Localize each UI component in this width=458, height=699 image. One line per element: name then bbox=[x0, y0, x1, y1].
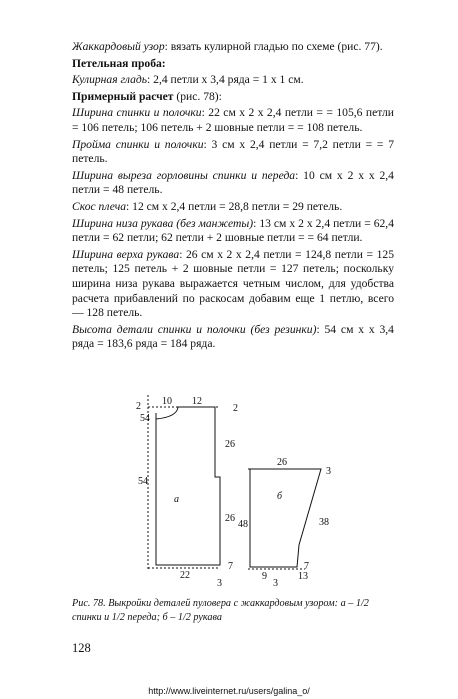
body-height: 54 bbox=[138, 476, 148, 487]
sleeve-height: 48 bbox=[238, 519, 248, 530]
main-text bbox=[72, 40, 394, 354]
sleeve-top-3: 3 bbox=[326, 466, 331, 477]
page-number: 128 bbox=[72, 641, 91, 655]
text: : 3 см х 2,4 петли = 7,2 петли = = 7 петель. bbox=[72, 137, 394, 166]
sleeve-piece-label: б bbox=[277, 491, 283, 502]
text: : вязать кулирной гладью по схеме (рис. 77). bbox=[164, 40, 383, 53]
text: : 2,4 петли х 3,4 ряда = 1 х 1 см. bbox=[147, 73, 304, 87]
paragraph-jacquard bbox=[72, 40, 394, 55]
sleeve-bottom-3: 3 bbox=[273, 578, 278, 589]
body-bottom-7: 7 bbox=[228, 561, 233, 572]
term: Ширина спинки и полочки bbox=[72, 106, 202, 120]
pattern-diagram bbox=[120, 395, 350, 590]
body-neck-depth: 54 bbox=[140, 413, 150, 424]
text: : 12 см х 2,4 петли = 28,8 петли = 29 петель. bbox=[126, 199, 343, 213]
text: : 22 см х 2 х 2,4 петли = = 105,6 петли = 106 петель; 106 петель + 2 шовные петли = = 108 петель. bbox=[72, 106, 395, 134]
paragraph-sleeve-top bbox=[72, 248, 394, 321]
paragraph-width bbox=[72, 106, 394, 135]
sleeve-cuff: 9 bbox=[262, 571, 267, 582]
term: Скос плеча bbox=[72, 199, 127, 213]
text: : 10 см х 2 х х 2,4 петли = 48 петель. bbox=[72, 168, 394, 197]
term: Жаккардовый узор bbox=[72, 40, 165, 53]
body-piece-label: а bbox=[174, 494, 179, 505]
sleeve-top-width: 26 bbox=[277, 457, 287, 468]
heading-calc bbox=[72, 90, 394, 105]
paragraph-sleeve-bottom bbox=[72, 217, 394, 246]
term: Ширина выреза горловины спинки и переда bbox=[72, 168, 296, 182]
body-pattern bbox=[148, 395, 220, 570]
body-top-right: 12 bbox=[192, 396, 202, 407]
figure-caption: Рис. 78. Выкройки деталей пуловера с жаккардовым узором: а – 1/2 спинки и 1/2 переда; б – 1/2 рукава bbox=[72, 598, 369, 623]
text: (рис. 78): bbox=[173, 89, 222, 103]
heading-bold: Примерный расчет bbox=[72, 89, 174, 103]
sleeve-pattern bbox=[248, 469, 321, 569]
term: Ширина верха рукава bbox=[72, 247, 180, 261]
term: Ширина низа рукава (без манжеты) bbox=[72, 216, 254, 230]
body-armhole: 26 bbox=[225, 439, 235, 450]
paragraph-height bbox=[72, 323, 394, 352]
paragraph-armhole bbox=[72, 138, 394, 167]
paragraph-shoulder bbox=[72, 200, 394, 215]
body-hem: 22 bbox=[180, 570, 190, 581]
body-right-2: 2 bbox=[233, 403, 238, 414]
body-right-side: 26 bbox=[225, 513, 235, 524]
heading-gauge: Петельная проба: bbox=[72, 56, 166, 70]
body-top-left: 10 bbox=[162, 396, 172, 407]
body-bottom-3: 3 bbox=[217, 578, 222, 589]
term: Высота детали спинки и полочки (без резинки) bbox=[72, 322, 317, 336]
text: : 26 см х 2 х 2,4 петли = 124,8 петли = 125 петель; 125 петель + 2 шовные петли = 127 петель; поскольку ширина низа рукава выражается четным числом, для удобства расчета прибавлений по раскосам добавим еще 1 петлю, всего — 128 петель. bbox=[72, 247, 394, 320]
paragraph-neckline bbox=[72, 169, 394, 198]
sleeve-side: 38 bbox=[319, 517, 329, 528]
sleeve-bottom-13: 13 bbox=[298, 571, 308, 582]
text: : 13 см х 2 х 2,4 петли = 62,4 петли = 62 петли; 62 петли + 2 шовные петли = = 64 петли. bbox=[72, 216, 394, 245]
paragraph-gauge bbox=[72, 73, 394, 88]
source-url: http://www.liveinternet.ru/users/galina_o/ bbox=[148, 686, 310, 696]
text: : 54 см х х 3,4 ряда = 183,6 ряда = 184 ряда. bbox=[72, 322, 394, 351]
term: Пройма спинки и полочки bbox=[72, 137, 204, 151]
sleeve-bottom-7: 7 bbox=[304, 561, 309, 572]
term: Кулирная гладь bbox=[72, 73, 148, 87]
body-left-2: 2 bbox=[136, 401, 141, 412]
